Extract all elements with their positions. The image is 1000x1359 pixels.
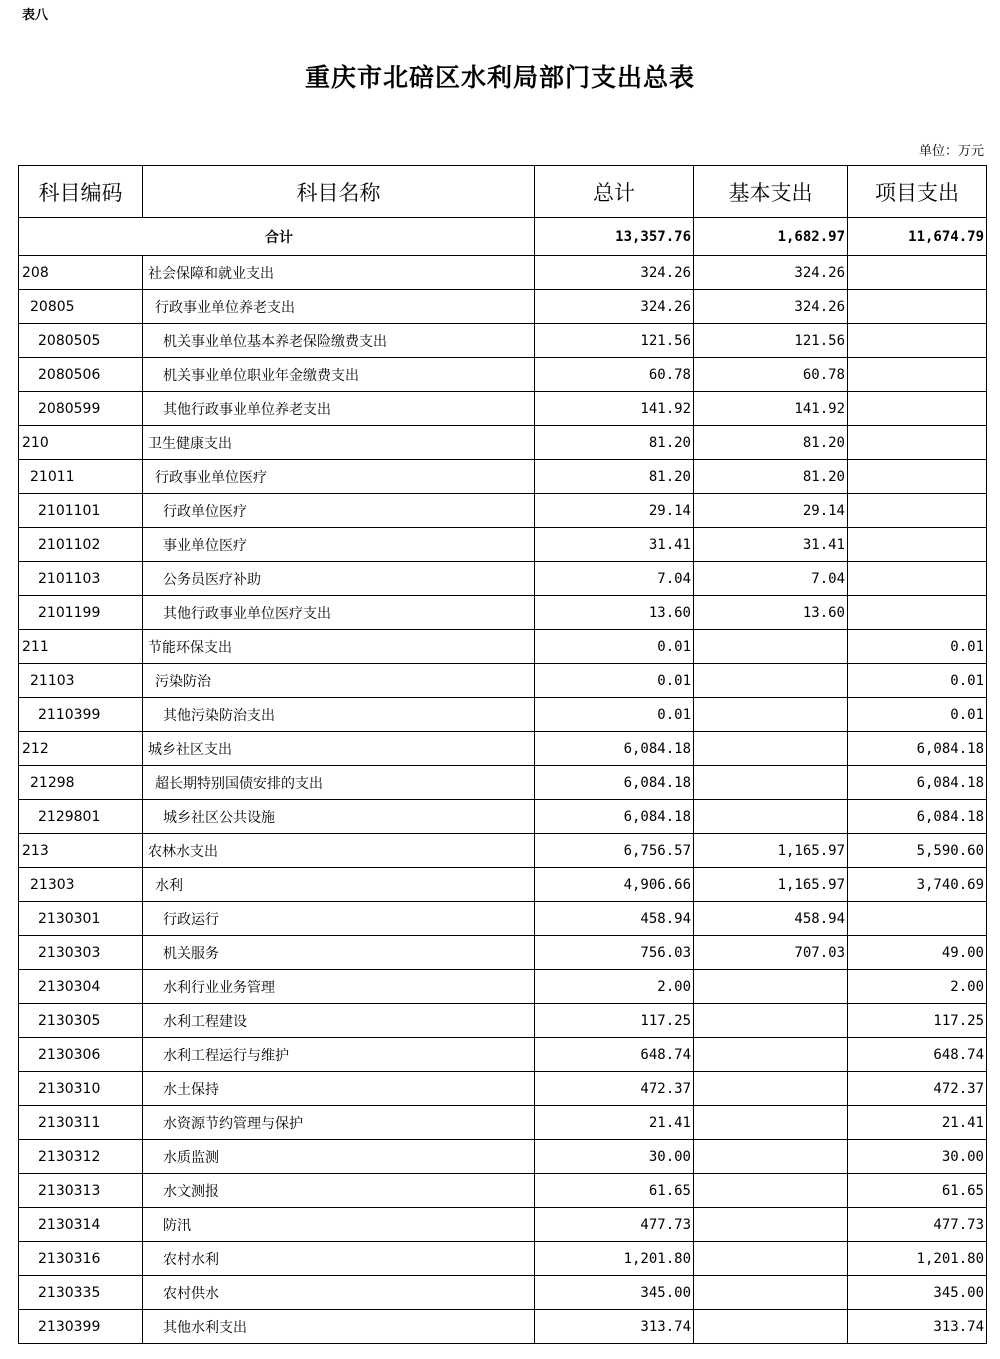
row-name: 事业单位医疗 [143,528,535,562]
row-project [848,358,987,392]
row-code: 2080505 [19,324,143,358]
row-name: 农村水利 [143,1242,535,1276]
row-code: 2080599 [19,392,143,426]
row-name: 水文测报 [143,1174,535,1208]
row-name: 其他污染防治支出 [143,698,535,732]
row-project [848,902,987,936]
row-name: 行政单位医疗 [143,494,535,528]
total-row [19,218,987,256]
row-basic [694,1174,848,1208]
row-name: 行政事业单位养老支出 [143,290,535,324]
row-code: 2130314 [19,1208,143,1242]
row-name: 行政运行 [143,902,535,936]
row-total: 458.94 [535,902,694,936]
row-total: 477.73 [535,1208,694,1242]
row-code: 2130303 [19,936,143,970]
row-project: 117.25 [848,1004,987,1038]
header-code: 科目编码 [19,166,143,218]
row-total: 81.20 [535,426,694,460]
header-total: 总计 [535,166,694,218]
row-project: 2.00 [848,970,987,1004]
total-sum: 13,357.76 [535,218,694,256]
row-project [848,528,987,562]
table-row [19,1276,987,1310]
row-name: 其他行政事业单位医疗支出 [143,596,535,630]
row-name: 水利工程运行与维护 [143,1038,535,1072]
row-basic: 7.04 [694,562,848,596]
table-number-label: 表八 [22,8,49,23]
row-total: 117.25 [535,1004,694,1038]
row-code: 21303 [19,868,143,902]
row-project: 0.01 [848,664,987,698]
row-basic [694,630,848,664]
row-code: 212 [19,732,143,766]
row-basic [694,1310,848,1344]
row-name: 其他行政事业单位养老支出 [143,392,535,426]
row-code: 20805 [19,290,143,324]
row-total: 31.41 [535,528,694,562]
row-code: 21103 [19,664,143,698]
row-total: 756.03 [535,936,694,970]
row-project: 313.74 [848,1310,987,1344]
table-row [19,834,987,868]
table-row [19,460,987,494]
row-basic [694,664,848,698]
row-total: 648.74 [535,1038,694,1072]
page-title: 重庆市北碚区水利局部门支出总表 [304,63,695,92]
table-row [19,1242,987,1276]
row-name: 水资源节约管理与保护 [143,1106,535,1140]
row-basic [694,1106,848,1140]
row-total: 30.00 [535,1140,694,1174]
row-basic: 1,165.97 [694,834,848,868]
row-name: 农林水支出 [143,834,535,868]
row-project: 472.37 [848,1072,987,1106]
row-total: 121.56 [535,324,694,358]
table-row [19,1174,987,1208]
table-row [19,1140,987,1174]
row-basic [694,1208,848,1242]
row-code: 208 [19,256,143,290]
header-project: 项目支出 [848,166,987,218]
table-row [19,766,987,800]
row-name: 节能环保支出 [143,630,535,664]
row-name: 城乡社区公共设施 [143,800,535,834]
row-basic: 1,165.97 [694,868,848,902]
table-row [19,732,987,766]
unit-label: 单位：万元 [918,144,984,159]
row-code: 211 [19,630,143,664]
table-row [19,800,987,834]
row-code: 2101199 [19,596,143,630]
row-total: 0.01 [535,698,694,732]
row-project: 477.73 [848,1208,987,1242]
row-project: 648.74 [848,1038,987,1072]
row-basic: 81.20 [694,426,848,460]
row-code: 21011 [19,460,143,494]
row-basic: 458.94 [694,902,848,936]
row-project [848,460,987,494]
row-basic: 81.20 [694,460,848,494]
row-name: 机关事业单位基本养老保险缴费支出 [143,324,535,358]
row-name: 机关服务 [143,936,535,970]
row-basic: 29.14 [694,494,848,528]
total-label: 合计 [19,218,535,256]
row-project: 0.01 [848,698,987,732]
row-name: 水质监测 [143,1140,535,1174]
row-basic [694,1004,848,1038]
row-basic: 707.03 [694,936,848,970]
row-project: 6,084.18 [848,732,987,766]
header-name: 科目名称 [143,166,535,218]
row-total: 0.01 [535,664,694,698]
row-code: 2130399 [19,1310,143,1344]
row-basic: 121.56 [694,324,848,358]
row-basic [694,1276,848,1310]
row-basic [694,1038,848,1072]
row-project [848,290,987,324]
row-project [848,426,987,460]
row-project: 3,740.69 [848,868,987,902]
row-code: 21298 [19,766,143,800]
row-basic [694,766,848,800]
table-row [19,324,987,358]
table-row [19,1310,987,1344]
row-basic [694,1242,848,1276]
row-code: 213 [19,834,143,868]
row-total: 324.26 [535,256,694,290]
table-row [19,970,987,1004]
total-project: 11,674.79 [848,218,987,256]
row-name: 防汛 [143,1208,535,1242]
row-code: 2101102 [19,528,143,562]
row-total: 6,756.57 [535,834,694,868]
row-name: 污染防治 [143,664,535,698]
row-total: 13.60 [535,596,694,630]
row-code: 2130310 [19,1072,143,1106]
row-project [848,256,987,290]
row-code: 2130316 [19,1242,143,1276]
row-total: 345.00 [535,1276,694,1310]
row-name: 水土保持 [143,1072,535,1106]
table-row [19,290,987,324]
row-project [848,562,987,596]
table-row [19,902,987,936]
row-code: 2110399 [19,698,143,732]
header-basic: 基本支出 [694,166,848,218]
row-project [848,596,987,630]
row-project: 61.65 [848,1174,987,1208]
row-code: 2130305 [19,1004,143,1038]
row-total: 324.26 [535,290,694,324]
row-name: 社会保障和就业支出 [143,256,535,290]
row-total: 7.04 [535,562,694,596]
table-row [19,256,987,290]
table-row [19,936,987,970]
row-basic [694,698,848,732]
row-name: 水利行业业务管理 [143,970,535,1004]
row-total: 60.78 [535,358,694,392]
row-name: 城乡社区支出 [143,732,535,766]
row-project: 6,084.18 [848,766,987,800]
row-total: 0.01 [535,630,694,664]
table-row [19,1106,987,1140]
row-name: 农村供水 [143,1276,535,1310]
table-row [19,868,987,902]
row-basic [694,1072,848,1106]
row-name: 机关事业单位职业年金缴费支出 [143,358,535,392]
row-total: 61.65 [535,1174,694,1208]
table-row [19,562,987,596]
table-row [19,1004,987,1038]
table-row [19,664,987,698]
row-project [848,494,987,528]
row-basic [694,732,848,766]
row-basic: 324.26 [694,256,848,290]
row-basic: 31.41 [694,528,848,562]
table-row [19,1072,987,1106]
row-project: 5,590.60 [848,834,987,868]
row-code: 2101103 [19,562,143,596]
row-code: 2130301 [19,902,143,936]
row-project: 345.00 [848,1276,987,1310]
row-code: 2101101 [19,494,143,528]
row-name: 超长期特别国债安排的支出 [143,766,535,800]
row-project: 1,201.80 [848,1242,987,1276]
row-basic [694,800,848,834]
row-name: 其他水利支出 [143,1310,535,1344]
row-name: 水利 [143,868,535,902]
row-total: 29.14 [535,494,694,528]
row-basic [694,1140,848,1174]
row-code: 2130335 [19,1276,143,1310]
row-code: 2130306 [19,1038,143,1072]
row-total: 81.20 [535,460,694,494]
expenditure-table [18,165,987,1344]
table-row [19,528,987,562]
row-project [848,324,987,358]
row-total: 141.92 [535,392,694,426]
row-basic: 141.92 [694,392,848,426]
row-code: 2130312 [19,1140,143,1174]
row-project: 0.01 [848,630,987,664]
row-code: 2080506 [19,358,143,392]
table-row [19,358,987,392]
row-name: 卫生健康支出 [143,426,535,460]
row-name: 行政事业单位医疗 [143,460,535,494]
row-project: 49.00 [848,936,987,970]
table-row [19,596,987,630]
row-code: 210 [19,426,143,460]
total-basic: 1,682.97 [694,218,848,256]
row-total: 6,084.18 [535,732,694,766]
row-total: 472.37 [535,1072,694,1106]
row-code: 2130311 [19,1106,143,1140]
row-project: 21.41 [848,1106,987,1140]
row-basic [694,970,848,1004]
row-code: 2130304 [19,970,143,1004]
header-row [19,166,987,218]
row-name: 公务员医疗补助 [143,562,535,596]
row-total: 1,201.80 [535,1242,694,1276]
row-basic: 60.78 [694,358,848,392]
row-total: 6,084.18 [535,800,694,834]
table-row [19,1038,987,1072]
row-code: 2130313 [19,1174,143,1208]
row-total: 6,084.18 [535,766,694,800]
table-row [19,392,987,426]
row-project [848,392,987,426]
row-total: 4,906.66 [535,868,694,902]
row-total: 313.74 [535,1310,694,1344]
table-row [19,1208,987,1242]
row-name: 水利工程建设 [143,1004,535,1038]
table-row [19,494,987,528]
table-row [19,698,987,732]
row-basic: 13.60 [694,596,848,630]
row-total: 21.41 [535,1106,694,1140]
table-row [19,426,987,460]
row-total: 2.00 [535,970,694,1004]
table-row [19,630,987,664]
row-project: 6,084.18 [848,800,987,834]
row-code: 2129801 [19,800,143,834]
row-project: 30.00 [848,1140,987,1174]
row-basic: 324.26 [694,290,848,324]
